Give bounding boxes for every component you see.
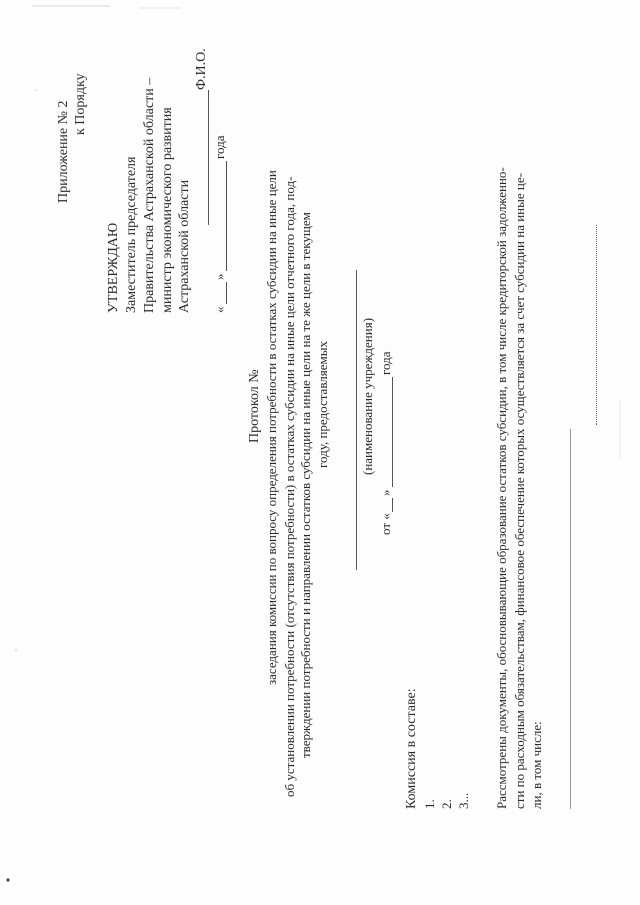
protocol-line-1: заседания комиссии по вопросу определения потребности в остатках субсидии на иные цели: [264, 170, 279, 685]
protocol-title: Протокол №: [247, 369, 262, 443]
reviewed-line-1: Рассмотрены документы, обосновывающие образование остатков субсидии, в том числе кредиторской задолженно-: [494, 167, 509, 809]
protocol-day-line: [392, 498, 393, 512]
approval-line-1: Заместитель председателя: [124, 156, 139, 313]
approval-year: года: [212, 135, 227, 159]
reviewed-line-3: ли, в том числе:: [529, 721, 544, 809]
approval-title: УТВЕРЖДАЮ: [106, 222, 121, 313]
signature-line: [208, 90, 209, 225]
approval-month-line: [226, 161, 227, 271]
protocol-month-line: [392, 377, 393, 487]
commission-label: Комиссия в составе:: [404, 688, 419, 809]
commission-item-3: 3...: [456, 792, 471, 809]
protocol-line-2: об установлении потребности (отсутствия потребности) в остатках субсидии на иные цели отчетного года, под-: [282, 176, 297, 797]
institution-caption: (наименование учреждения): [360, 317, 375, 475]
approval-line-4: Астраханской области: [177, 179, 192, 313]
reviewed-entry-line-faint: [596, 225, 597, 425]
approval-fio: Ф.И.О.: [194, 48, 209, 90]
protocol-year: года: [378, 351, 393, 375]
reviewed-line-2: сти по расходным обязательствам, финансовое обеспечение которых осуществляется за счет субсидии на иные це-: [512, 173, 527, 809]
approval-day-line: [226, 282, 227, 304]
approval-line-2: Правительства Астраханской области –: [142, 77, 157, 313]
commission-item-1: 1.: [422, 799, 437, 809]
protocol-date-mid: »: [378, 489, 393, 496]
approval-date-close: »: [212, 273, 227, 280]
institution-name-line: [356, 270, 357, 570]
approval-date-open: «: [212, 306, 227, 313]
commission-item-2: 2.: [439, 799, 454, 809]
protocol-date-prefix: от «: [378, 513, 393, 535]
reviewed-entry-line: [570, 429, 571, 809]
appendix-line-1: Приложение № 2: [56, 100, 71, 203]
protocol-line-3: тверждении потребности и направлении остатков субсидии на иные цели на те же цели в текущем: [298, 212, 313, 758]
approval-line-3: министр экономического развития: [160, 107, 175, 313]
protocol-line-4: году, предоставляемых: [315, 341, 330, 468]
appendix-line-2: к Порядку: [73, 73, 88, 135]
